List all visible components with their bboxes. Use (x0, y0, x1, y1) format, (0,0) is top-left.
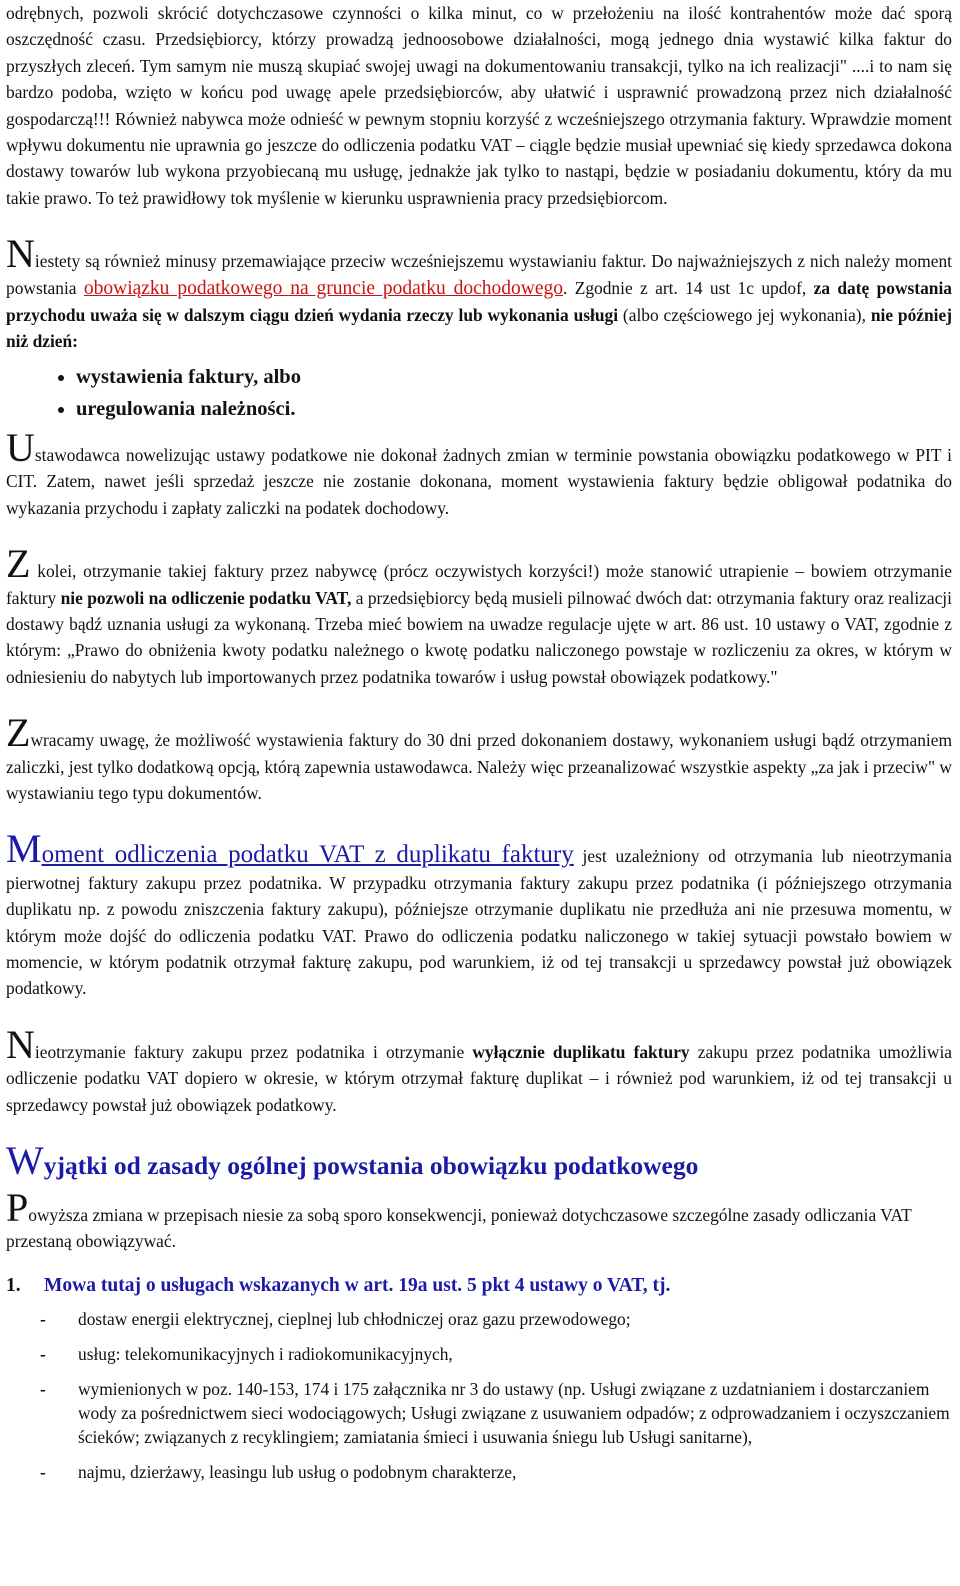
paragraph-z-kolei: Z kolei, otrzymanie takiej faktury przez nabywcę (prócz oczywistych korzyści!) może stanowić utrapienie – bowiem otrzymanie faktury nie pozwoli na odliczenie podatku VAT, a przedsiębiorcy będą musieli pilnować dwóch dat: otrzymania faktury oraz realizacji dostawy bądź uznania usługi za wykonaną. Trzeba mieć bowiem na uwadze regulacje ujęte w art. 86 ust. 10 ustawy o VAT, zgodnie z którym: „Prawo do obniżenia kwoty podatku należnego o kwotę podatku naliczonego powstaje w rozliczeniu za okres, w którym w odniesieniu do nabytych lub importowanych przez podatnika towarów i usług powstał obowiązek podatkowy." (6, 541, 952, 687)
numbered-heading (6, 1273, 952, 1299)
link-moment-odliczenia[interactable]: oment odliczenia podatku VAT z duplikatu faktury (41, 841, 574, 869)
drop-cap: W (6, 1138, 44, 1183)
list-item: - dostaw energii elektrycznej, cieplnej lub chłodniczej oraz gazu przewodowego; (6, 1307, 952, 1331)
list-item: - usług: telekomunikacyjnych i radiokomunikacyjnych, (6, 1342, 952, 1366)
list-item: - najmu, dzierżawy, leasingu lub usług o podobnym charakterze, (6, 1460, 952, 1484)
drop-cap: Z (6, 710, 31, 756)
link-obowiazek-podatkowy[interactable]: obowiązku podatkowego na gruncie podatku dochodowego (83, 277, 564, 299)
drop-cap: M (6, 826, 42, 872)
paragraph-nieotrzymanie: Nieotrzymanie faktury zakupu przez podatnika i otrzymanie wyłącznie duplikatu faktury zakupu przez podatnika umożliwia odliczenie podatku VAT dopiero w okresie, w którym otrzymał fakturę duplikat – i również pod warunkiem, iż od tej transakcji u sprzedawcy powstał już obowiązek podatkowy. (6, 1021, 953, 1115)
numbered-heading-text: Mowa tutaj o usługach wskazanych w art. 19a ust. 5 pkt 4 ustawy o VAT, tj. (44, 1274, 671, 1296)
drop-cap: N (6, 231, 35, 277)
section-heading: Wyjątki od zasady ogólnej powstania obowiązku podatkowego (6, 1138, 699, 1183)
paragraph-powyzsza: Powyższa zmiana w przepisach niesie za sobą sporo konsekwencji, ponieważ dotychczasowe szczególne zasady odliczania VAT przestaną obowiązywać. (6, 1185, 912, 1252)
paragraph-minusy: Niestety są również minusy przemawiające przeciw wcześniejszemu wystawianiu faktur. Do najważniejszych z nich należy moment powstania obowiązku podatkowego na gruncie podatku dochodowego. Zgodnie z art. 14 ust 1c updof, za datę powstania przychodu uważa się w dalszym ciągu dzień wydania rzeczy lub wykonania usługi (albo częściowego jej wykonania), nie później niż dzień: (6, 231, 953, 352)
paragraph-zwracamy: Zwracamy uwagę, że możliwość wystawienia faktury do 30 dni przed dokonaniem dostawy, wykonaniem usługi bądź otrzymaniem zaliczki, jest tylko dodatkową opcją, którą zapewnia ustawodawca. Należy więc przeanalizować wszystkie aspekty „za jak i przeciw" w wystawianiu tego typu dokumentów. (6, 710, 952, 803)
paragraph-intro: odrębnych, pozwoli skrócić dotychczasowe czynności o kilka minut, co w przełożeniu na ilość kontrahentów może dać sporą oszczędność czasu. Przedsiębiorcy, którzy prowadzą jednoosobowe działalności, mogą jednego dnia wystawić kilka faktur do przyszłych zleceń. Tym samym nie muszą skupiać swojej uwagi na dokumentowaniu transakcji, tylko na ich realizacji" ....i to nam się bardzo podoba, wzięto w końcu pod uwagę apele przedsiębiorców, aby ułatwić i usprawnić prowadzoną przez nich działalność gospodarczą!!! Również nabywca może odnieść w pewnym stopniu korzyść z wcześniejszego otrzymania faktury. Wprawdzie moment wpływu dokumentu nie uprawnia go jeszcze do odliczenia podatku VAT – ciągle będzie musiał upewniać się kiedy sprzedawca dokona dostawy towarów lub wykona przyobiecaną mu usługę, jednakże jak tylko to nastąpi, będzie w posiadaniu dokumentu, który da mu takie prawo. To też prawidłowy tok myślenie w kierunku usprawnienia pracy przedsiębiorcom. (6, 3, 952, 208)
bullet-list (6, 361, 952, 425)
dash-marker: - (40, 1461, 46, 1482)
list-item: - wymienionych w poz. 140-153, 174 i 175 załącznika nr 3 do ustawy (np. Usługi związane z uzdatnianiem i dostarczaniem wody za pośrednictwem sieci wodociągowych; Usługi związane z usuwaniem odpadów; z odprowadzaniem i oczyszczaniem ścieków; związanych z recyklingiem; zamiatania śmieci i usuwania śniegu lub Usługi sanitarne), (6, 1377, 952, 1449)
dash-marker: - (40, 1343, 46, 1364)
list-item: • wystawienia faktury, albo (76, 361, 952, 393)
list-item: • uregulowania należności. (76, 393, 952, 425)
dash-marker: - (40, 1308, 46, 1329)
paragraph-ustawodawca: Ustawodawca nowelizując ustawy podatkowe nie dokonał żadnych zmian w terminie powstania obowiązku podatkowego w PIT i CIT. Zatem, nawet jeśli sprzedaż jeszcze nie zostanie dokonana, moment wystawienia faktury będzie obligował podatnika do wykazania przychodu i zapłaty zaliczki na podatek dochodowy. (6, 424, 952, 518)
paragraph-moment-odliczenia: Moment odliczenia podatku VAT z duplikatu faktury jest uzależniony od otrzymania lub nieotrzymania pierwotnej faktury zakupu przez podatnika. W przypadku otrzymania faktury zakupu przez podatnika (i późniejszego otrzymania duplikatu np. z powodu zniszczenia faktury zakupu), późniejsze otrzymanie duplikatu nie przedłuża ani nie przesuwa momentu, w którym może dojść do odliczenia podatku VAT. Prawo do odliczenia podatku naliczonego w takiej sytuacji powstało bowiem w momencie, w którym podatnik otrzymał fakturę zakupu, pod warunkiem, iż od tej transakcji u sprzedawcy powstał już obowiązek podatkowy. (6, 826, 952, 999)
drop-cap: U (6, 424, 35, 470)
drop-cap: Z (6, 541, 31, 587)
drop-cap: P (6, 1185, 29, 1230)
dash-marker: - (40, 1378, 46, 1399)
list-number: 1. (6, 1274, 21, 1296)
drop-cap: N (6, 1021, 35, 1067)
